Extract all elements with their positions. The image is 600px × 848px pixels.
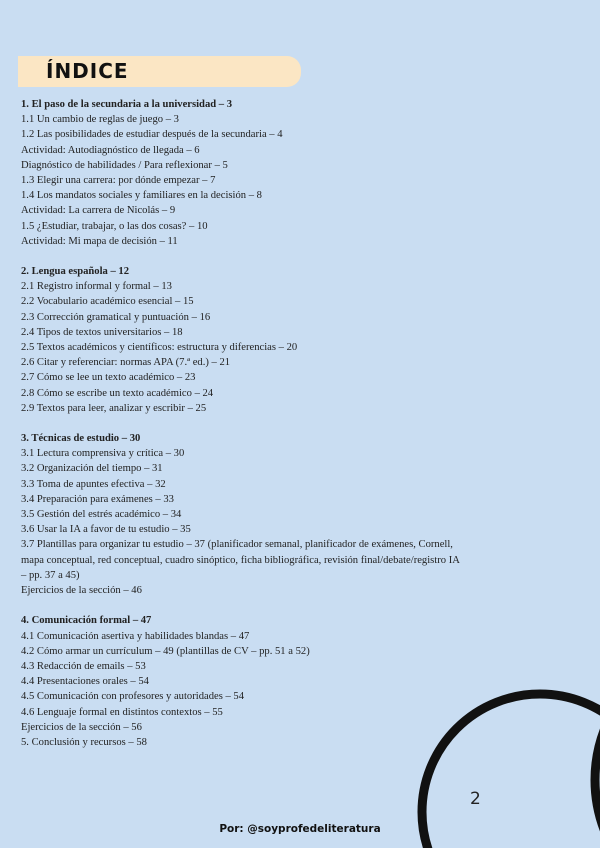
toc-entry: 4.5 Comunicación con profesores y autoridades – 54 <box>21 691 245 703</box>
section-title: 1. El paso de la secundaria a la universidad – 3 <box>21 99 233 110</box>
toc-entry: 3.4 Preparación para exámenes – 33 <box>21 493 174 505</box>
toc-entry: 3.3 Toma de apuntes efectiva – 32 <box>21 478 166 490</box>
toc-entry: 4.1 Comunicación asertiva y habilidades blandas – 47 <box>21 630 250 642</box>
toc-entry: 2.7 Cómo se lee un texto académico – 23 <box>21 372 196 384</box>
table-of-contents <box>21 97 461 765</box>
toc-entry: 2.9 Textos para leer, analizar y escribir – 25 <box>21 402 207 414</box>
toc-entry: 1.4 Los mandatos sociales y familiares en la decisión – 8 <box>21 190 262 202</box>
toc-entry: 2.8 Cómo se escribe un texto académico – 24 <box>21 387 214 399</box>
toc-entry: 1.2 Las posibilidades de estudiar después de la secundaria – 4 <box>21 129 283 141</box>
section-title: 3. Técnicas de estudio – 30 <box>21 433 141 445</box>
toc-entry: 2.6 Citar y referenciar: normas APA (7.ª ed.) – 21 <box>21 357 231 369</box>
toc-section-2 <box>21 264 461 416</box>
toc-entry: 3.5 Gestión del estrés académico – 34 <box>21 509 182 521</box>
toc-entry: 3.2 Organización del tiempo – 31 <box>21 463 163 475</box>
page-number: 2 <box>470 789 481 809</box>
toc-entry: 1.3 Elegir una carrera: por dónde empezar – 7 <box>21 175 216 187</box>
toc-entry: 2.4 Tipos de textos universitarios – 18 <box>21 326 183 338</box>
toc-entry: 3.1 Lectura comprensiva y crítica – 30 <box>21 448 185 460</box>
toc-entry: 1.5 ¿Estudiar, trabajar, o las dos cosas? – 10 <box>21 220 208 232</box>
toc-entry: 1.1 Un cambio de reglas de juego – 3 <box>21 114 179 126</box>
footer-credit: Por: @soyprofedeliteratura <box>219 823 381 835</box>
toc-entry: Actividad: Mi mapa de decisión – 11 <box>21 235 178 247</box>
section-title: 4. Comunicación formal – 47 <box>21 615 152 627</box>
toc-entry: 2.1 Registro informal y formal – 13 <box>21 281 172 293</box>
toc-entry: Actividad: La carrera de Nicolás – 9 <box>21 205 176 217</box>
toc-entry: 3.7 Plantillas para organizar tu estudio – 37 (planificador semanal, planificador de exámenes, Cornell, mapa conceptual, red conceptual, cuadro sinóptico, ficha bibliográfica, revisión final/debate/registro IA – pp. 37 a 45) <box>21 539 460 581</box>
toc-entry: 3.6 Usar la IA a favor de tu estudio – 35 <box>21 524 191 536</box>
toc-section-3 <box>21 431 461 598</box>
toc-entry: 4.6 Lenguaje formal en distintos contextos – 55 <box>21 706 223 718</box>
toc-entry: Ejercicios de la sección – 46 <box>21 585 142 597</box>
toc-entry: Ejercicios de la sección – 56 <box>21 721 142 733</box>
toc-entry: Diagnóstico de habilidades / Para reflexionar – 5 <box>21 159 228 171</box>
toc-entry: 2.5 Textos académicos y científicos: estructura y diferencias – 20 <box>21 342 298 354</box>
toc-section-1 <box>21 97 461 249</box>
toc-entry: 4.2 Cómo armar un currículum – 49 (plantillas de CV – pp. 51 a 52) <box>21 645 310 657</box>
toc-section-4 <box>21 613 461 750</box>
toc-entry: 4.3 Redacción de emails – 53 <box>21 660 146 672</box>
toc-entry: 5. Conclusión y recursos – 58 <box>21 736 147 748</box>
page-title: ÍNDICE <box>46 59 129 83</box>
toc-entry: 4.4 Presentaciones orales – 54 <box>21 676 149 688</box>
decorative-circle-right <box>595 640 600 848</box>
toc-entry: Actividad: Autodiagnóstico de llegada – 6 <box>21 144 200 156</box>
toc-entry: 2.3 Corrección gramatical y puntuación – 16 <box>21 311 211 323</box>
toc-entry: 2.2 Vocabulario académico esencial – 15 <box>21 296 194 308</box>
section-title: 2. Lengua española – 12 <box>21 266 130 278</box>
